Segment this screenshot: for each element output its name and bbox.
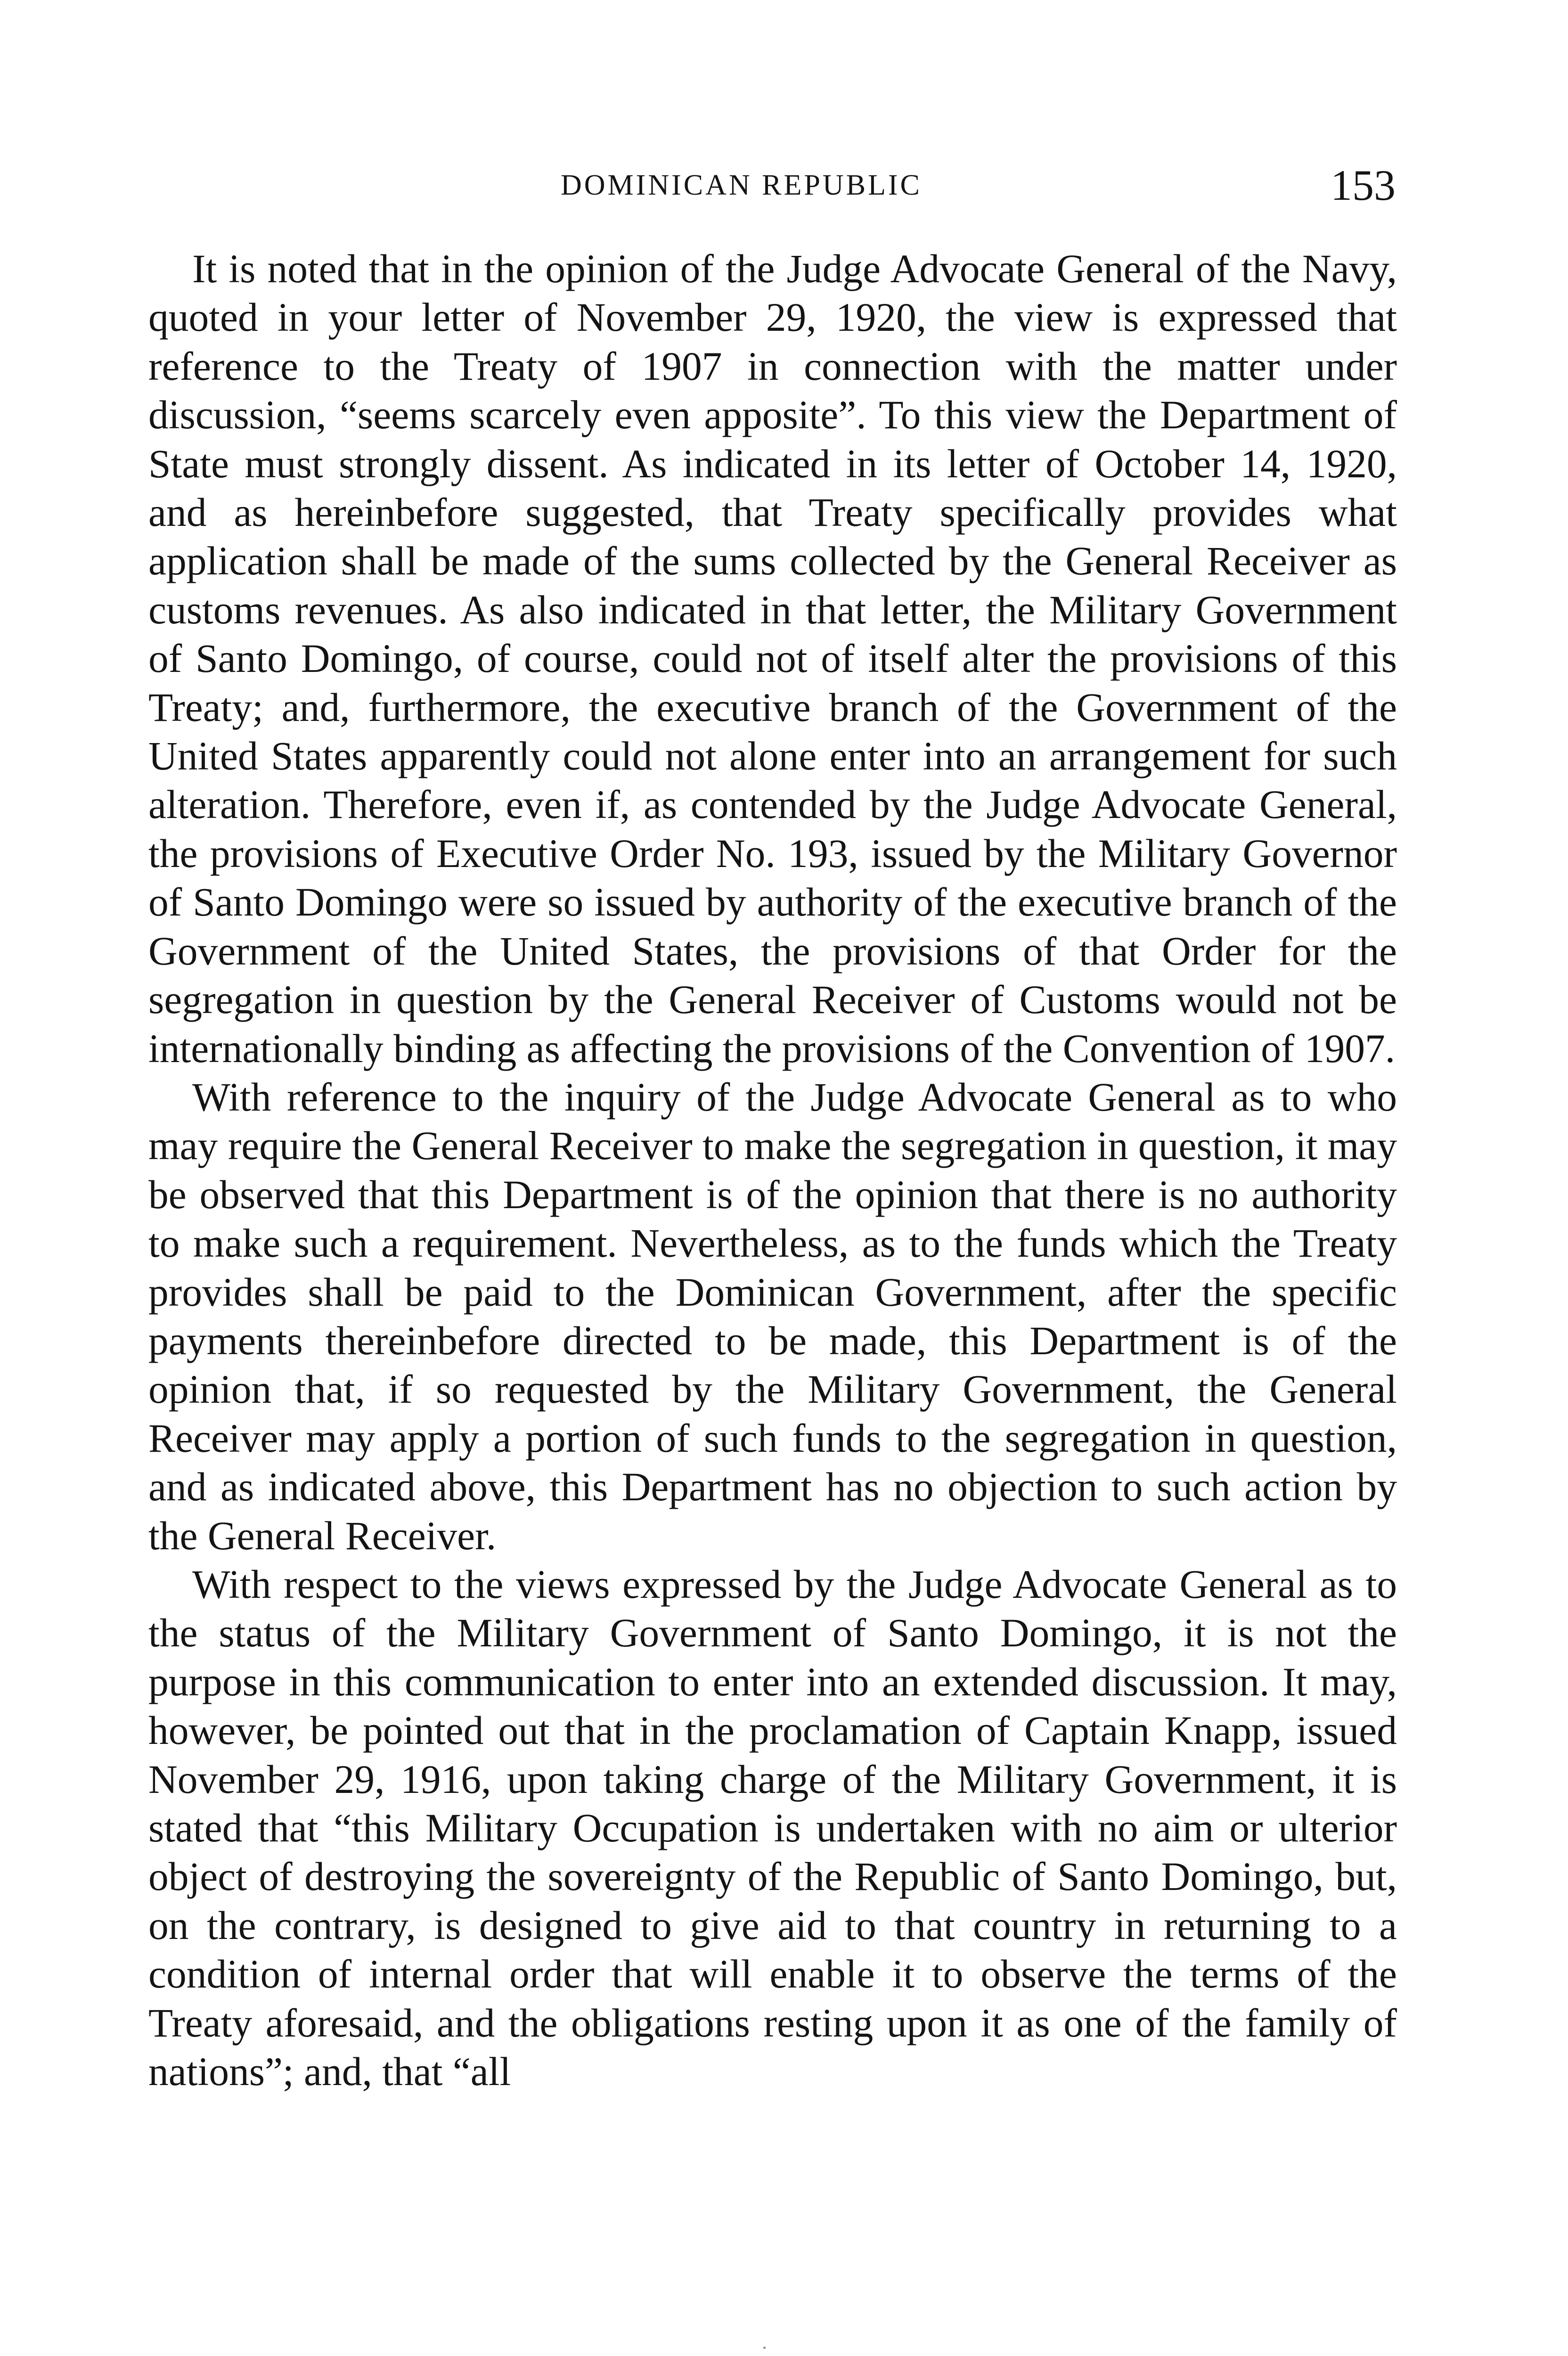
- page-number: 153: [1331, 161, 1396, 209]
- paragraph-military-government-status: With respect to the views expressed by the Judge Advocate General as to the status of the Military Government of Santo Domingo, it is not the purpose in this communication to enter into an extended discussion. It may, however, be pointed out that in the proclamation of Captain Knapp, issued November 29, 1916, upon taking charge of the Military Government, it is stated that “this Military Occupation is undertaken with no aim or ulterior object of destroying the sovereignty of the Republic of Santo Domingo, but, on the contrary, is designed to give aid to that country in returning to a condition of internal order that will enable it to observe the terms of the Treaty aforesaid, and the obligations resting upon it as one of the family of nations”; and, that “all: [148, 1562, 1397, 2094]
- paragraph-treaty-dissent: It is noted that in the opinion of the Judge Advocate General of the Navy, quoted in your letter of November 29, 1920, the view is expressed that reference to the Treaty of 1907 in connection with the matter under discussion, “seems scarcely even apposite”. To this view the Department of State must strongly dissent. As indicated in its letter of October 14, 1920, and as hereinbefore suggested, that Treaty specifically provides what application shall be made of the sums collected by the General Receiver as customs revenues. As also indicated in that letter, the Military Government of Santo Domingo, of course, could not of itself alter the provisions of this Treaty; and, furthermore, the executive branch of the Government of the United States apparently could not alone enter into an arrangement for such alteration. Therefore, even if, as contended by the Judge Advocate General, the provisions of Executive Order No. 193, issued by the Military Governor of Santo Domingo were so issued by authority of the executive branch of the Government of the United States, the provisions of that Order for the segregation in question by the General Receiver of Customs would not be internationally binding as affecting the provisions of the Convention of 1907.: [148, 247, 1397, 1071]
- body-text: [148, 245, 1397, 2096]
- scan-speck: [763, 2347, 766, 2349]
- running-head: [0, 160, 1568, 212]
- running-title: DOMINICAN REPUBLIC: [561, 169, 922, 201]
- paragraph-segregation-authority: With reference to the inquiry of the Judge Advocate General as to who may require the General Receiver to make the segregation in question, it may be observed that this Department is of the opinion that there is no authority to make such a requirement. Nevertheless, as to the funds which the Treaty provides shall be paid to the Dominican Government, after the specific payments thereinbefore directed to be made, this Department is of the opinion that, if so requested by the Military Government, the General Receiver may apply a portion of such funds to the segregation in question, and as indicated above, this Department has no objection to such action by the General Receiver.: [148, 1075, 1397, 1558]
